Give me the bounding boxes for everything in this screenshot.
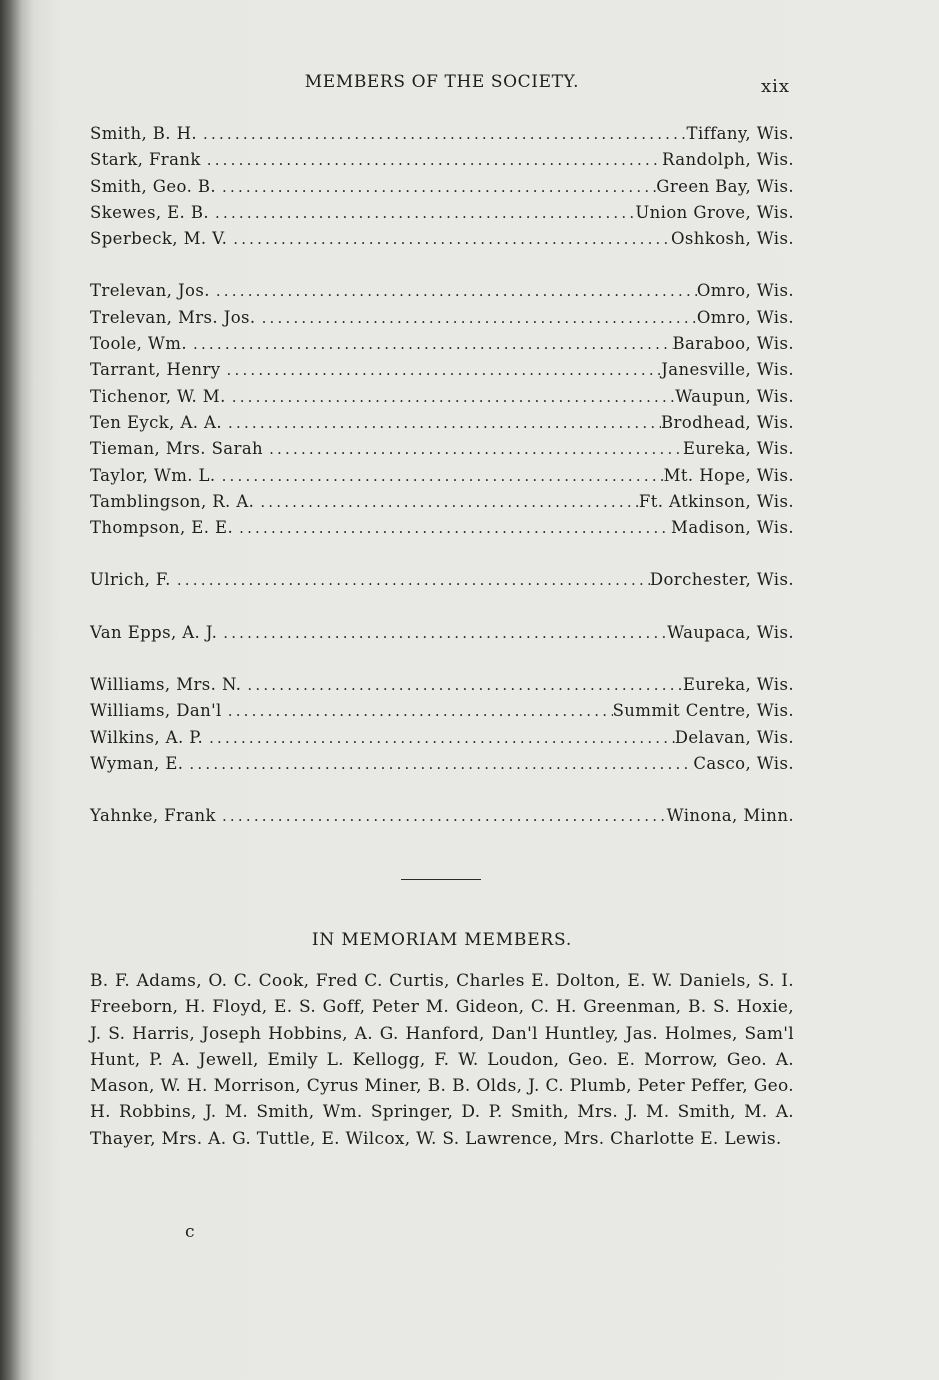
dot-leader bbox=[203, 125, 687, 143]
member-name: Smith, B. H. bbox=[90, 124, 198, 143]
member-name: Thompson, E. E. bbox=[90, 518, 234, 538]
member-row bbox=[90, 806, 794, 832]
dot-leader bbox=[222, 467, 664, 485]
member-place: Madison, Wis. bbox=[671, 518, 794, 538]
member-row bbox=[90, 281, 794, 307]
member-name: Williams, Dan'l bbox=[90, 701, 222, 721]
member-name: Williams, Mrs. N. bbox=[90, 675, 242, 695]
member-name: Skewes, E. B. bbox=[90, 202, 210, 222]
member-name: Yahnke, Frank bbox=[90, 806, 216, 826]
member-row bbox=[90, 229, 794, 255]
member-place: Delavan, Wis. bbox=[674, 727, 794, 747]
dot-leader bbox=[209, 729, 675, 747]
dot-leader bbox=[177, 571, 650, 589]
member-place: Baraboo, Wis. bbox=[672, 334, 794, 354]
member-row bbox=[90, 308, 794, 334]
member-place: Dorchester, Wis. bbox=[649, 570, 794, 590]
dot-leader bbox=[247, 676, 683, 694]
member-row bbox=[90, 570, 794, 596]
member-name: Wilkins, A. P. bbox=[90, 727, 204, 747]
member-name: Taylor, Wm. L. bbox=[90, 465, 216, 485]
member-place: Randolph, Wis. bbox=[662, 150, 794, 170]
member-row bbox=[90, 150, 794, 176]
member-row bbox=[90, 387, 794, 413]
member-row bbox=[90, 334, 794, 360]
dot-leader bbox=[193, 335, 673, 353]
page-title: MEMBERS OF THE SOCIETY. bbox=[304, 72, 580, 92]
dot-leader bbox=[222, 178, 656, 196]
dot-leader bbox=[228, 414, 661, 432]
member-place: Casco, Wis. bbox=[693, 753, 794, 773]
section-divider bbox=[401, 879, 481, 880]
member-place: Eureka, Wis. bbox=[682, 439, 794, 459]
member-row bbox=[90, 675, 794, 701]
member-name: Tarrant, Henry bbox=[90, 360, 221, 380]
member-name: Van Epps, A. J. bbox=[90, 622, 218, 642]
member-place: Summit Centre, Wis. bbox=[612, 701, 794, 721]
member-name: Toole, Wm. bbox=[90, 334, 187, 354]
member-name: Ulrich, F. bbox=[90, 570, 171, 590]
member-place: Ft. Atkinson, Wis. bbox=[638, 491, 794, 511]
member-name: Tamblingson, R. A. bbox=[90, 491, 255, 511]
member-place: Omro, Wis. bbox=[696, 281, 794, 301]
member-row bbox=[90, 177, 794, 203]
running-head bbox=[0, 72, 939, 96]
member-row bbox=[90, 439, 794, 465]
member-row bbox=[90, 413, 794, 439]
member-place: Winona, Minn. bbox=[666, 806, 794, 826]
member-row bbox=[90, 466, 794, 492]
memoriam-heading: IN MEMORIAM MEMBERS. bbox=[311, 930, 573, 950]
member-place: Brodhead, Wis. bbox=[660, 412, 794, 432]
dot-leader bbox=[233, 230, 671, 248]
member-row bbox=[90, 623, 794, 649]
member-name: Tieman, Mrs. Sarah bbox=[90, 439, 264, 459]
dot-leader bbox=[269, 440, 683, 458]
memoriam-names: B. F. Adams, O. C. Cook, Fred C. Curtis, Charles E. Dolton, E. W. Daniels, S. I. Freeborn, H. Floyd, E. S. Goff, Peter M. Gideon, C. H. Greenman, B. S. Hoxie, J. S. Harris, Joseph Hobbins, A. G. Hanford, Dan'l Huntley, Jas. Holmes, Sam'l Hunt, P. A. Jewell, Emily L. Kellogg, F. W. Loudon, Geo. E. Morrow, Geo. A. Mason, W. H. Morrison, Cyrus Miner, B. B. Olds, J. C. Plumb, Peter Peffer, Geo. H. Robbins, J. M. Smith, Wm. Springer, D. P. Smith, Mrs. J. M. Smith, M. A. Thayer, Mrs. A. G. Tuttle, E. Wilcox, W. S. Lawrence, Mrs. Charlotte E. Lewis. bbox=[90, 971, 794, 1149]
dot-leader bbox=[239, 519, 671, 537]
member-place: Oshkosh, Wis. bbox=[671, 229, 794, 249]
member-name: Sperbeck, M. V. bbox=[90, 229, 228, 249]
member-row bbox=[90, 518, 794, 544]
member-place: Eureka, Wis. bbox=[682, 675, 794, 695]
dot-leader bbox=[216, 282, 697, 300]
member-name: Ten Eyck, A. A. bbox=[90, 412, 223, 432]
member-name: Stark, Frank bbox=[90, 150, 201, 170]
member-place: Omro, Wis. bbox=[696, 307, 794, 327]
member-name: Trelevan, Mrs. Jos. bbox=[90, 307, 256, 327]
dot-leader bbox=[227, 361, 662, 379]
dot-leader bbox=[232, 388, 675, 406]
member-name: Wyman, E. bbox=[90, 753, 184, 773]
dot-leader bbox=[215, 204, 635, 222]
member-place: Tiffany, Wis. bbox=[686, 124, 794, 143]
dot-leader bbox=[262, 309, 697, 327]
member-name: Tichenor, W. M. bbox=[90, 386, 226, 406]
member-row bbox=[90, 701, 794, 727]
member-list bbox=[90, 124, 794, 833]
signature-mark: c bbox=[185, 1222, 195, 1242]
member-row bbox=[90, 754, 794, 780]
member-row bbox=[90, 728, 794, 754]
member-place: Mt. Hope, Wis. bbox=[663, 465, 794, 485]
member-name: Trelevan, Jos. bbox=[90, 281, 210, 301]
member-place: Janesville, Wis. bbox=[661, 360, 794, 380]
member-place: Waupun, Wis. bbox=[675, 386, 794, 406]
dot-leader bbox=[260, 493, 639, 511]
dot-leader bbox=[189, 755, 693, 773]
member-place: Green Bay, Wis. bbox=[656, 176, 794, 196]
dot-leader bbox=[223, 624, 667, 642]
member-place: Waupaca, Wis. bbox=[667, 622, 794, 642]
page-number: xix bbox=[761, 76, 791, 97]
member-row bbox=[90, 124, 794, 150]
member-row bbox=[90, 203, 794, 229]
dot-leader bbox=[228, 702, 613, 720]
dot-leader bbox=[222, 807, 667, 825]
member-place: Union Grove, Wis. bbox=[635, 202, 794, 222]
member-name: Smith, Geo. B. bbox=[90, 176, 217, 196]
dot-leader bbox=[207, 151, 662, 169]
member-row bbox=[90, 360, 794, 386]
member-row bbox=[90, 492, 794, 518]
